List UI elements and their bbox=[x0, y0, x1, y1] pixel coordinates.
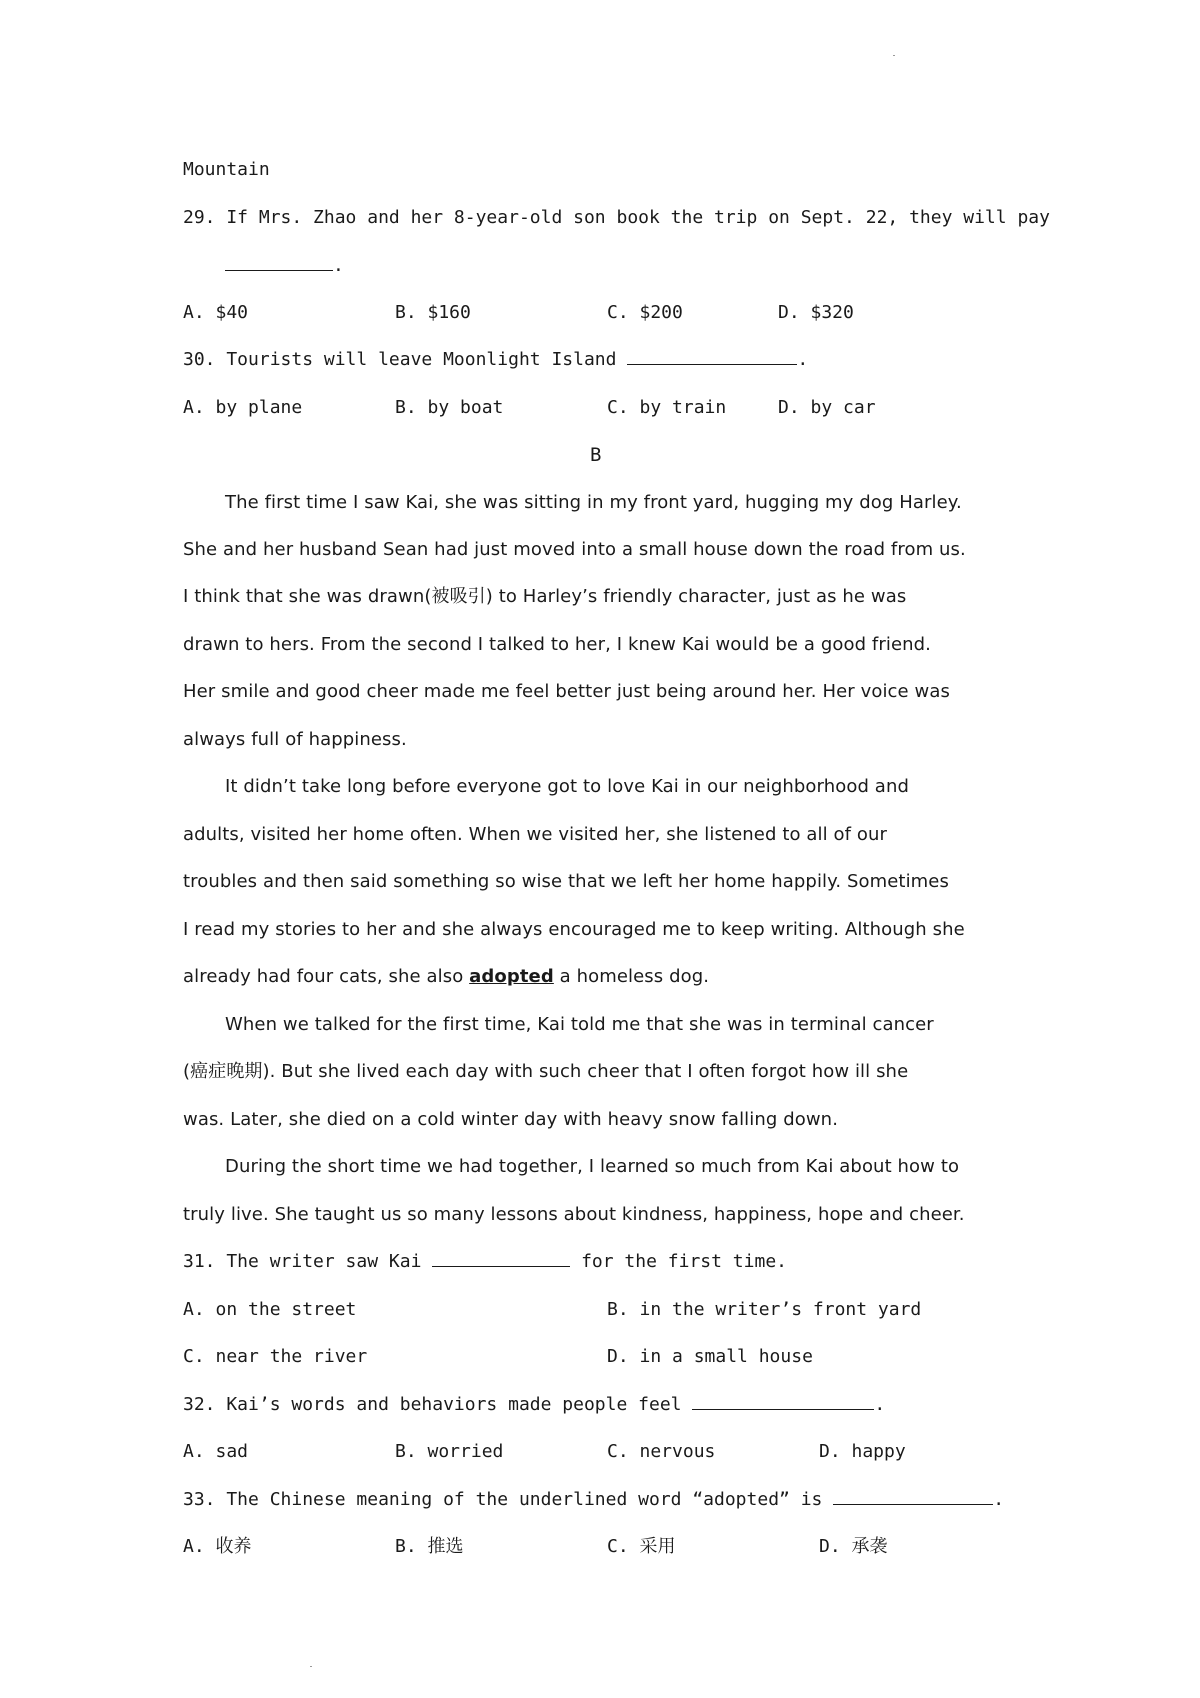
option-30-d: D. by car bbox=[778, 397, 876, 418]
passage-line: Her smile and good cheer made me feel better just being around her. Her voice was bbox=[183, 681, 950, 702]
option-29-c: C. $200 bbox=[607, 302, 683, 323]
option-30-b: B. by boat bbox=[395, 397, 504, 418]
answer-blank bbox=[432, 1250, 570, 1267]
option-33-c: C. 采用 bbox=[607, 1536, 676, 1557]
passage-line: The first time I saw Kai, she was sitting in my front yard, hugging my dog Harley. bbox=[225, 492, 962, 513]
option-30-a: A. by plane bbox=[183, 397, 303, 418]
answer-blank bbox=[627, 348, 797, 365]
passage-line: always full of happiness. bbox=[183, 729, 407, 750]
question-32-stem: 32. Kai’s words and behaviors made people feel . bbox=[183, 1394, 886, 1415]
option-29-d: D. $320 bbox=[778, 302, 854, 323]
option-31-c: C. near the river bbox=[183, 1346, 368, 1367]
passage-line: When we talked for the first time, Kai told me that she was in terminal cancer bbox=[225, 1014, 934, 1035]
option-30-c: C. by train bbox=[607, 397, 727, 418]
option-33-b: B. 推选 bbox=[395, 1536, 464, 1557]
answer-blank bbox=[225, 254, 333, 271]
section-heading: B bbox=[590, 444, 602, 466]
option-29-a: A. $40 bbox=[183, 302, 249, 323]
passage-line: It didn’t take long before everyone got to love Kai in our neighborhood and bbox=[225, 776, 909, 797]
question-33-stem: 33. The Chinese meaning of the underlined word “adopted” is . bbox=[183, 1489, 1005, 1510]
passage-line: I read my stories to her and she always encouraged me to keep writing. Although she bbox=[183, 919, 965, 940]
option-32-b: B. worried bbox=[395, 1441, 504, 1462]
answer-blank bbox=[833, 1488, 993, 1505]
question-29-stem: 29. If Mrs. Zhao and her 8-year-old son book the trip on Sept. 22, they will pay bbox=[183, 207, 1050, 228]
option-31-d: D. in a small house bbox=[607, 1346, 813, 1367]
passage-line: already had four cats, she also adopted a homeless dog. bbox=[183, 966, 710, 987]
question-30-stem: 30. Tourists will leave Moonlight Island . bbox=[183, 349, 809, 370]
option-32-c: C. nervous bbox=[607, 1441, 716, 1462]
passage-line: truly live. She taught us so many lessons about kindness, happiness, hope and cheer. bbox=[183, 1204, 965, 1225]
passage-line: adults, visited her home often. When we visited her, she listened to all of our bbox=[183, 824, 888, 845]
scan-speck bbox=[893, 55, 895, 56]
passage-line: drawn to hers. From the second I talked to her, I knew Kai would be a good friend. bbox=[183, 634, 931, 655]
underlined-word: adopted bbox=[469, 966, 554, 987]
passage-line: She and her husband Sean had just moved into a small house down the road from us. bbox=[183, 539, 966, 560]
passage-line: During the short time we had together, I learned so much from Kai about how to bbox=[225, 1156, 960, 1177]
option-33-a: A. 收养 bbox=[183, 1536, 252, 1557]
passage-line: (癌症晚期). But she lived each day with such cheer that I often forgot how ill she bbox=[183, 1061, 909, 1082]
question-29-blank-line: . bbox=[225, 254, 344, 278]
answer-blank bbox=[692, 1393, 874, 1410]
passage-line: I think that she was drawn(被吸引) to Harley’s friendly character, just as he was bbox=[183, 586, 907, 607]
option-33-d: D. 承袭 bbox=[819, 1536, 888, 1557]
question-31-stem: 31. The writer saw Kai for the first time. bbox=[183, 1251, 787, 1272]
option-31-b: B. in the writer’s front yard bbox=[607, 1299, 922, 1320]
option-29-b: B. $160 bbox=[395, 302, 471, 323]
passage-line: was. Later, she died on a cold winter day with heavy snow falling down. bbox=[183, 1109, 839, 1130]
continued-text: Mountain bbox=[183, 159, 270, 180]
scan-speck bbox=[310, 1666, 312, 1667]
option-31-a: A. on the street bbox=[183, 1299, 357, 1320]
option-32-d: D. happy bbox=[819, 1441, 906, 1462]
passage-line: troubles and then said something so wise that we left her home happily. Sometimes bbox=[183, 871, 949, 892]
option-32-a: A. sad bbox=[183, 1441, 249, 1462]
